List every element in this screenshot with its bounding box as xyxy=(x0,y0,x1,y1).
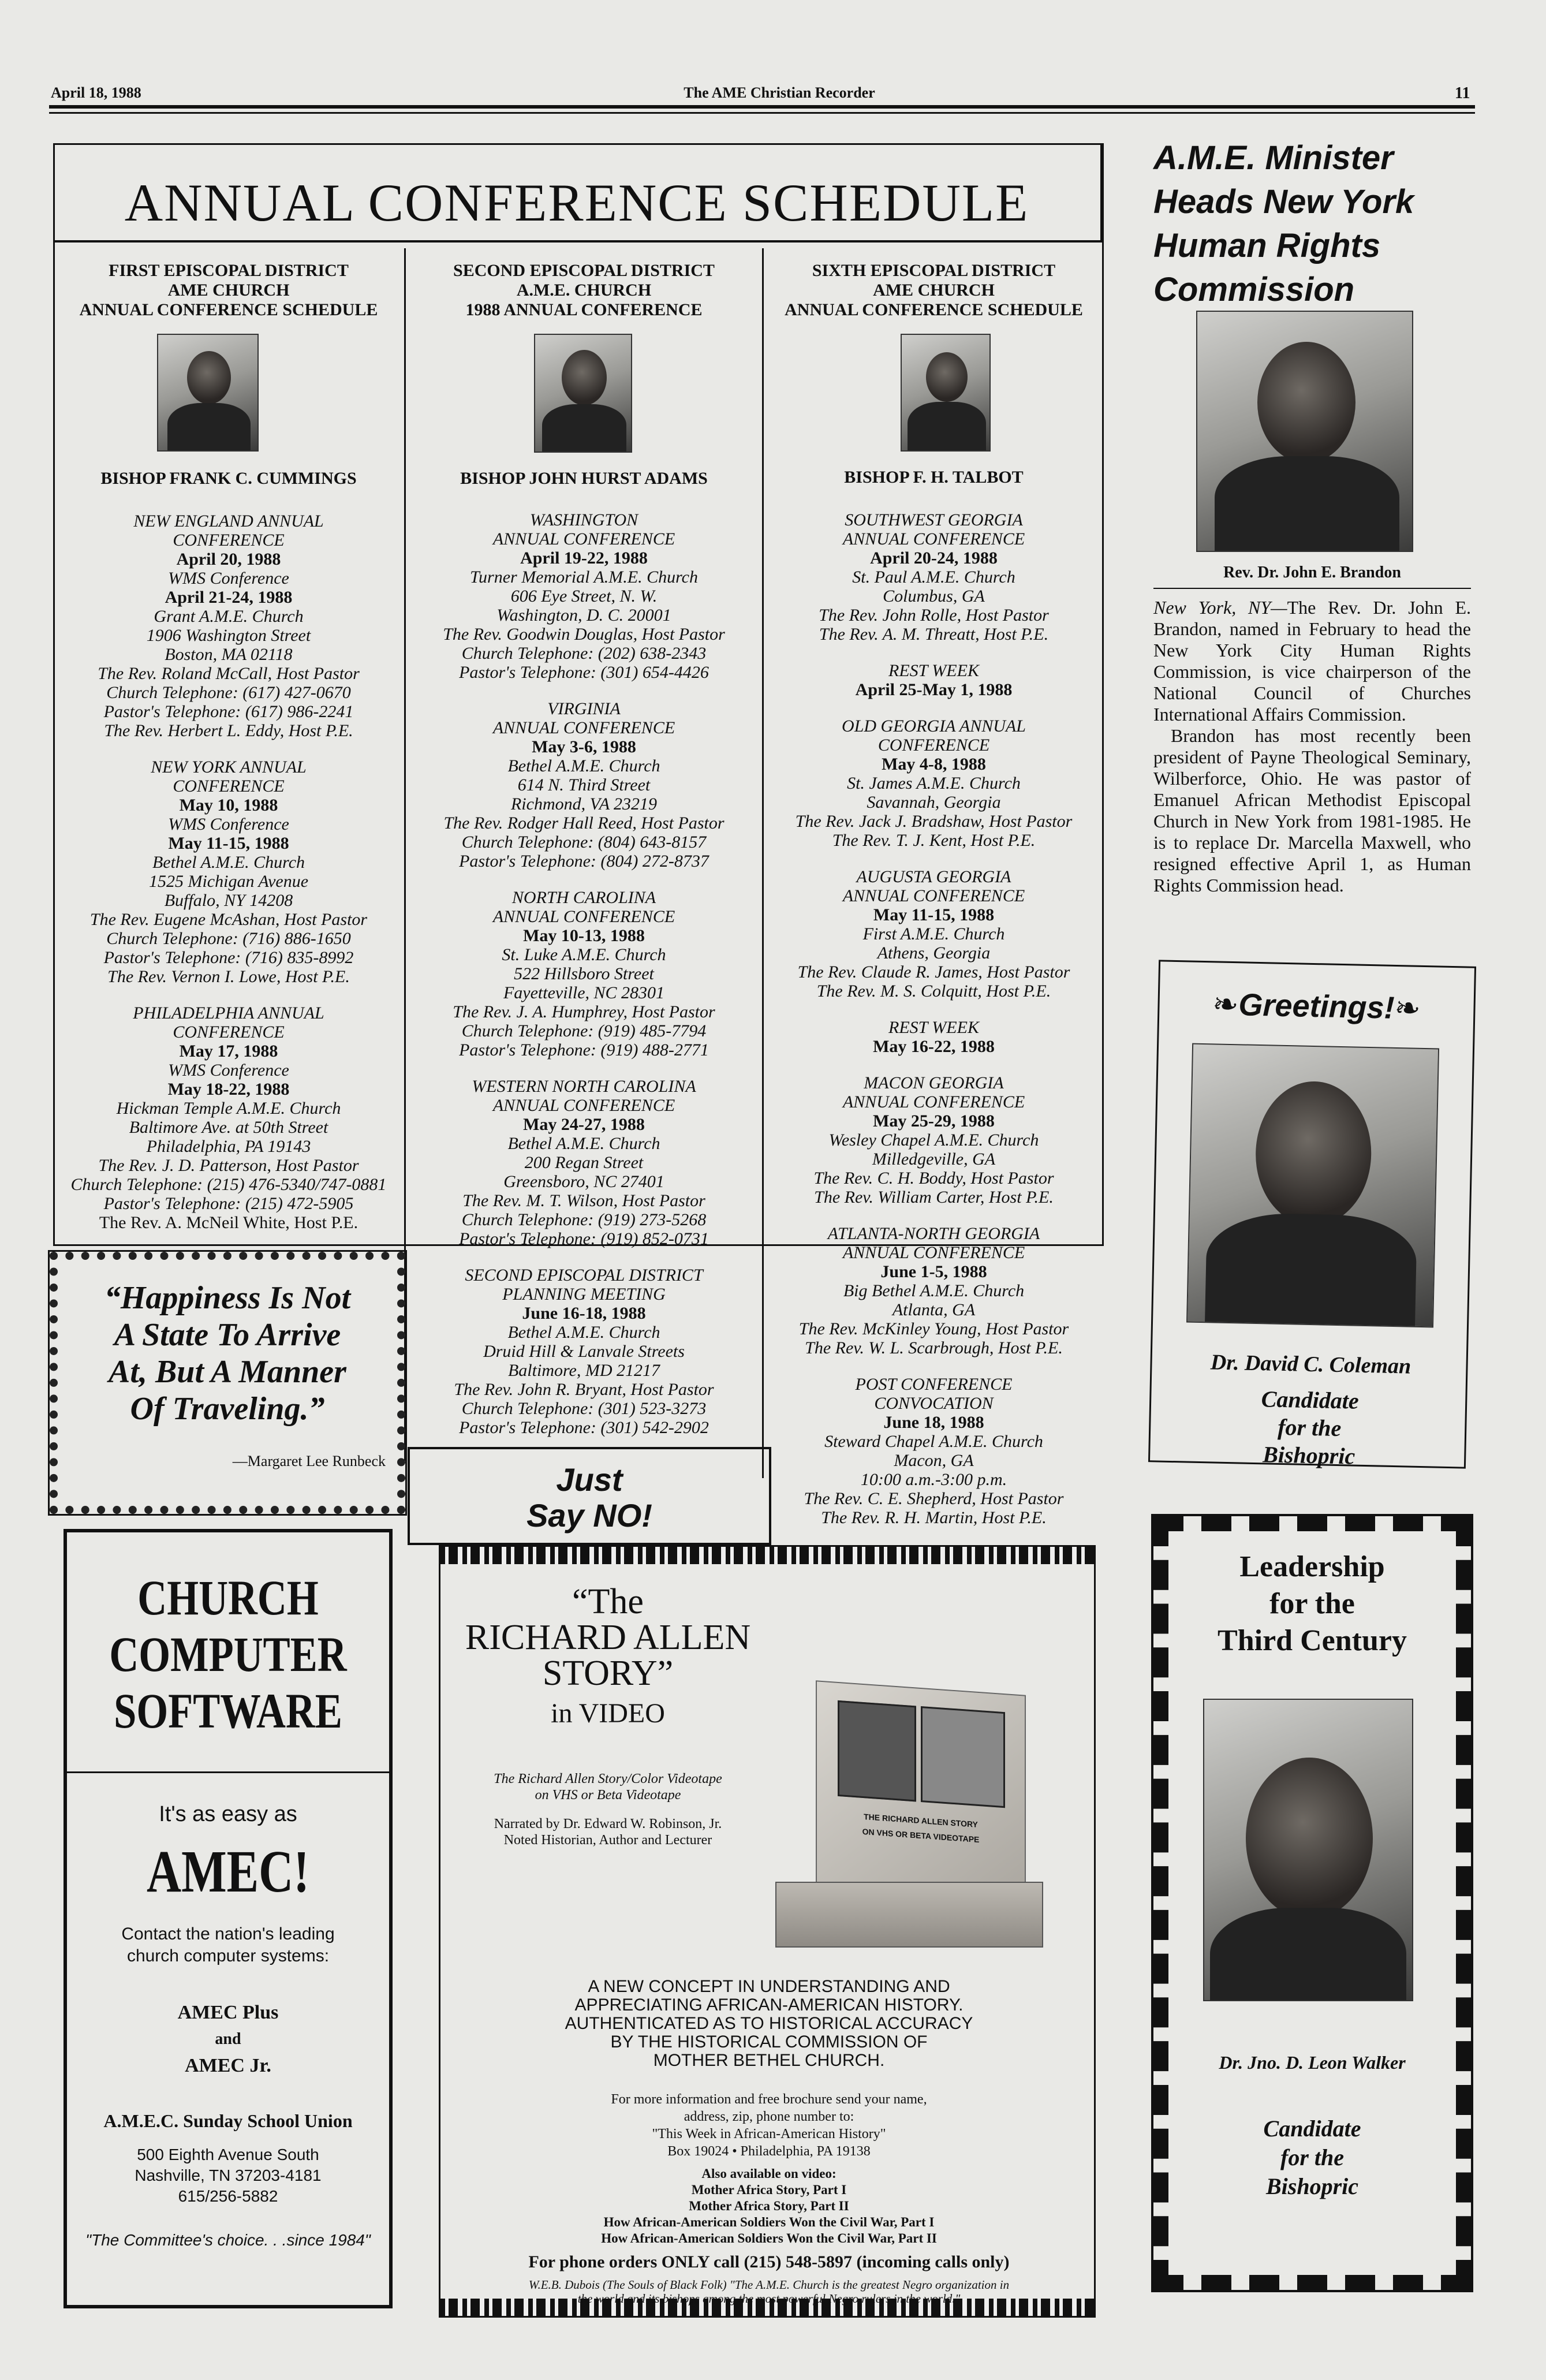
walker-title: Leadership for the Third Century xyxy=(1218,1550,1407,1657)
conference-line: Turner Memorial A.M.E. Church xyxy=(470,568,698,587)
software-title: CHURCH COMPUTER SOFTWARE xyxy=(109,1570,347,1739)
conference-line: June 1-5, 1988 xyxy=(880,1262,987,1281)
conference-line: First A.M.E. Church xyxy=(862,924,1005,943)
software-divider xyxy=(67,1771,389,1773)
conference-title: ANNUAL CONFERENCE xyxy=(492,1096,675,1115)
conference-block xyxy=(764,1224,1104,1357)
conference-line: The Rev. J. D. Patterson, Host Pastor xyxy=(98,1156,359,1175)
walker-photo xyxy=(1203,1699,1413,2001)
conference-block xyxy=(53,512,404,740)
col2-list xyxy=(406,510,762,1454)
conference-line: The Rev. McKinley Young, Host Pastor xyxy=(798,1319,1069,1338)
conference-line: May 11-15, 1988 xyxy=(873,905,995,924)
conference-line: The Rev. M. T. Wilson, Host Pastor xyxy=(462,1191,705,1210)
conference-line: Pastor's Telephone: (804) 272-8737 xyxy=(459,852,709,871)
conference-title: CONFERENCE xyxy=(173,531,285,550)
conference-line: June 18, 1988 xyxy=(883,1413,984,1432)
software-brand: AMEC! xyxy=(147,1838,309,1905)
bishop-talbot-photo xyxy=(901,334,991,452)
conference-line: The Rev. T. J. Kent, Host P.E. xyxy=(832,831,1036,850)
conference-line: The Rev. Goodwin Douglas, Host Pastor xyxy=(443,625,725,644)
conference-line: Macon, GA xyxy=(894,1451,974,1470)
video-concept: A NEW CONCEPT IN UNDERSTANDING AND APPRECIATING AFRICAN-AMERICAN HISTORY. AUTHENTICATED AS TO HISTORICAL ACCURACY BY THE HISTORICAL COMMISSION OF MOTHER BETHEL CHURCH. xyxy=(565,1977,973,2070)
conference-block xyxy=(764,510,1104,644)
ornament-right-icon: ❧ xyxy=(1394,990,1421,1026)
paper-name: The AME Christian Recorder xyxy=(684,84,875,101)
video-narrated: Narrated by Dr. Edward W. Robinson, Jr. Noted Historian, Author and Lecturer xyxy=(494,1816,722,1848)
conference-line: Church Telephone: (301) 523-3273 xyxy=(461,1399,707,1418)
videotape-label: THE RICHARD ALLEN STORY ON VHS OR BETA VIDEOTAPE xyxy=(862,1812,980,1845)
software-ad xyxy=(64,1529,393,2308)
conference-line: Pastor's Telephone: (617) 986-2241 xyxy=(103,702,354,721)
conference-line: Milledgeville, GA xyxy=(872,1150,996,1169)
conference-line: The Rev. R. H. Martin, Host P.E. xyxy=(821,1508,1047,1527)
video-ad xyxy=(439,1545,1096,2318)
conference-title: VIRGINIA xyxy=(547,699,621,718)
brandon-caption: Rev. Dr. John E. Brandon xyxy=(1223,564,1401,581)
conference-line: May 3-6, 1988 xyxy=(532,737,636,756)
conference-line: Baltimore Ave. at 50th Street xyxy=(129,1118,328,1137)
walker-ad xyxy=(1153,1516,1471,2290)
conference-line: May 16-22, 1988 xyxy=(873,1037,995,1056)
conference-block xyxy=(53,1004,404,1232)
coleman-cand: Candidate for the Bishopric xyxy=(1261,1386,1360,1469)
just-say-no-box xyxy=(408,1447,771,1545)
conference-line: The Rev. Rodger Hall Reed, Host Pastor xyxy=(443,814,725,833)
conference-line: Church Telephone: (716) 886-1650 xyxy=(106,929,351,948)
conference-line: May 18-22, 1988 xyxy=(167,1080,290,1099)
conference-line: June 16-18, 1988 xyxy=(522,1304,646,1323)
conference-title: REST WEEK xyxy=(888,661,979,680)
conference-title: ANNUAL CONFERENCE xyxy=(492,529,675,549)
conference-line: Bethel A.M.E. Church xyxy=(152,853,305,872)
conference-line: Pastor's Telephone: (716) 835-8992 xyxy=(103,948,354,967)
conference-line: May 10, 1988 xyxy=(179,796,278,815)
quote-box xyxy=(50,1252,405,1514)
conference-line: Savannah, Georgia xyxy=(867,793,1001,812)
video-info: For more information and free brochure send your name, address, zip, phone number to: "This Week in African-American History" Box 19024 • Philadelphia, PA 19138 xyxy=(611,2092,927,2159)
conference-line: Fayetteville, NC 28301 xyxy=(503,983,665,1002)
conference-line: 522 Hillsboro Street xyxy=(514,964,654,983)
conference-title: MACON GEORGIA xyxy=(864,1073,1004,1092)
brandon-caption-rule xyxy=(1153,588,1471,589)
conference-line: May 10-13, 1988 xyxy=(523,926,645,945)
conference-line: Bethel A.M.E. Church xyxy=(507,1323,660,1342)
conference-line: The Rev. Jack J. Bradshaw, Host Pastor xyxy=(795,812,1073,831)
conference-line: 606 Eye Street, N. W. xyxy=(510,587,658,606)
conference-block xyxy=(764,717,1104,850)
conference-title: CONVOCATION xyxy=(874,1394,994,1413)
conference-line: May 17, 1988 xyxy=(179,1042,278,1061)
coleman-name: Dr. David C. Coleman xyxy=(1210,1350,1411,1379)
conference-line: Bethel A.M.E. Church xyxy=(507,1134,660,1153)
bishop-cummings-photo xyxy=(157,334,259,452)
conference-line: WMS Conference xyxy=(168,815,289,834)
conference-block xyxy=(406,1266,762,1437)
conference-line: Baltimore, MD 21217 xyxy=(507,1361,660,1380)
conference-line: Pastor's Telephone: (301) 542-2902 xyxy=(459,1418,709,1437)
conference-line: Pastor's Telephone: (301) 654-4426 xyxy=(459,663,709,682)
conference-title: NEW YORK ANNUAL xyxy=(151,758,307,777)
brandon-headline: A.M.E. Minister Heads New York Human Rights Commission xyxy=(1153,139,1414,308)
conference-line: St. James A.M.E. Church xyxy=(847,774,1021,793)
conference-line: The Rev. Roland McCall, Host Pastor xyxy=(98,664,360,683)
conference-title: ANNUAL CONFERENCE xyxy=(842,529,1025,549)
conference-line: Athens, Georgia xyxy=(877,943,991,963)
conference-line: The Rev. J. A. Humphrey, Host Pastor xyxy=(453,1002,715,1021)
conference-title: ATLANTA-NORTH GEORGIA xyxy=(827,1224,1040,1243)
video-dubois: W.E.B. Dubois (The Souls of Black Folk) "The A.M.E. Church is the greatest Negro organization in the world and its bishops among the most powerful Negro rulers in the world." xyxy=(528,2278,1010,2306)
conference-line: Church Telephone: (202) 638-2343 xyxy=(461,644,707,663)
just-say-no: Just Say NO! xyxy=(526,1461,652,1534)
greek-key-top xyxy=(440,1547,1094,1564)
conference-line: The Rev. Herbert L. Eddy, Host P.E. xyxy=(104,721,353,740)
conference-line: 200 Regan Street xyxy=(524,1153,644,1172)
conference-title: CONFERENCE xyxy=(877,736,990,755)
conference-line: Washington, D. C. 20001 xyxy=(496,606,671,625)
conference-line: Boston, MA 02118 xyxy=(165,645,293,664)
conference-line: Church Telephone: (919) 485-7794 xyxy=(461,1021,707,1040)
conference-block xyxy=(406,510,762,682)
col3-bishop: BISHOP F. H. TALBOT xyxy=(844,468,1024,487)
coleman-ad xyxy=(1148,960,1476,1468)
conference-line: The Rev. Claude R. James, Host Pastor xyxy=(797,963,1070,982)
conference-title: ANNUAL CONFERENCE xyxy=(842,1092,1025,1111)
conference-line: April 25-May 1, 1988 xyxy=(855,680,1013,699)
conference-block xyxy=(406,888,762,1060)
videotape-cassette-icon xyxy=(775,1882,1043,1948)
conference-line: The Rev. C. H. Boddy, Host Pastor xyxy=(813,1169,1054,1188)
video-title: “The RICHARD ALLEN STORY” in VIDEO xyxy=(465,1582,751,1729)
conference-line: April 20-24, 1988 xyxy=(870,549,998,568)
conference-title: ANNUAL CONFERENCE xyxy=(842,1243,1025,1262)
conference-block xyxy=(406,1077,762,1248)
conference-line: Philadelphia, PA 19143 xyxy=(146,1137,311,1156)
software-address: 500 Eighth Avenue South Nashville, TN 37203-4181 615/256-5882 xyxy=(135,2146,322,2205)
conference-title: ANNUAL CONFERENCE xyxy=(492,718,675,737)
col3-list xyxy=(764,510,1104,1545)
conference-line: May 4-8, 1988 xyxy=(882,755,986,774)
conference-line: Steward Chapel A.M.E. Church xyxy=(824,1432,1043,1451)
conference-line: WMS Conference xyxy=(168,1061,289,1080)
video-phone: For phone orders ONLY call (215) 548-5897 (incoming calls only) xyxy=(528,2252,1010,2271)
conference-title: OLD GEORGIA ANNUAL xyxy=(842,717,1026,736)
software-slogan: "The Committee's choice. . .since 1984" xyxy=(85,2231,371,2249)
conference-line: The Rev. W. L. Scarbrough, Host P.E. xyxy=(805,1338,1063,1357)
issue-date: April 18, 1988 xyxy=(51,84,141,101)
conference-line: Pastor's Telephone: (919) 488-2771 xyxy=(459,1040,709,1060)
conference-line: Bethel A.M.E. Church xyxy=(507,756,660,775)
masthead-rule xyxy=(49,105,1475,109)
conference-line: Druid Hill & Lanvale Streets xyxy=(483,1342,685,1361)
col1-bishop: BISHOP FRANK C. CUMMINGS xyxy=(100,469,357,488)
conference-title: PHILADELPHIA ANNUAL xyxy=(133,1004,324,1023)
ornament-left-icon: ❧ xyxy=(1212,987,1239,1023)
col2-header: SECOND EPISCOPAL DISTRICT A.M.E. CHURCH 1988 ANNUAL CONFERENCE xyxy=(453,261,715,319)
conference-line: Church Telephone: (804) 643-8157 xyxy=(461,833,707,852)
conference-line: St. Paul A.M.E. Church xyxy=(852,568,1015,587)
conference-block xyxy=(764,1018,1104,1056)
conference-line: St. Luke A.M.E. Church xyxy=(502,945,666,964)
software-products: AMEC Plus and AMEC Jr. xyxy=(177,2002,279,2076)
coleman-greet: ❧Greetings!❧ xyxy=(1212,987,1421,1026)
conference-line: May 24-27, 1988 xyxy=(523,1115,645,1134)
conference-line: Church Telephone: (919) 273-5268 xyxy=(461,1210,707,1229)
bishop-adams-photo xyxy=(534,334,632,453)
coleman-photo xyxy=(1186,1043,1439,1328)
conference-line: The Rev. M. S. Colquitt, Host P.E. xyxy=(816,982,1051,1001)
conference-line: Pastor's Telephone: (919) 852-0731 xyxy=(459,1229,709,1248)
video-sub: The Richard Allen Story/Color Videotape on VHS or Beta Videotape xyxy=(494,1771,722,1803)
brandon-article: New York, NY—The Rev. Dr. John E. Brandon, named in February to head the New York City Human Rights Commission, is vice chairperson of the National Council of Churches International Affairs Commission. Brandon has most recently been president of Payne Theological Seminary, Wilberforce, Ohio. He was pastor of Emanuel African Methodist Episcopal Church in New York from 1981-1985. He is to replace Dr. Marcella Maxwell, who resigned effective April 1, as Human Rights Commission head. xyxy=(1153,597,1471,896)
conference-block xyxy=(53,758,404,986)
conference-line: April 20, 1988 xyxy=(176,550,281,569)
conference-title: CONFERENCE xyxy=(173,1023,285,1042)
col1-header: FIRST EPISCOPAL DISTRICT AME CHURCH ANNUAL CONFERENCE SCHEDULE xyxy=(79,261,378,319)
conference-block xyxy=(764,661,1104,699)
conference-title: WESTERN NORTH CAROLINA xyxy=(472,1077,696,1096)
conference-title: SECOND EPISCOPAL DISTRICT xyxy=(465,1266,703,1285)
conference-line: May 25-29, 1988 xyxy=(873,1111,995,1131)
conference-line: Church Telephone: (617) 427-0670 xyxy=(106,683,351,702)
page-number: 11 xyxy=(1455,84,1470,102)
conference-line: The Rev. A. M. Threatt, Host P.E. xyxy=(819,625,1049,644)
conference-title: ANNUAL CONFERENCE xyxy=(492,907,675,926)
schedule-title-box xyxy=(53,144,1104,243)
conference-line: April 21-24, 1988 xyxy=(165,588,293,607)
conference-line: The Rev. A. McNeil White, Host P.E. xyxy=(99,1213,359,1232)
conference-line: Atlanta, GA xyxy=(892,1300,976,1319)
schedule-title: ANNUAL CONFERENCE SCHEDULE xyxy=(124,173,1029,232)
conference-line: Hickman Temple A.M.E. Church xyxy=(116,1099,341,1118)
masthead-rule-thin xyxy=(49,112,1475,114)
conference-title: POST CONFERENCE xyxy=(855,1375,1013,1394)
conference-line: Church Telephone: (215) 476-5340/747-0881 xyxy=(70,1175,387,1194)
conference-line: The Rev. John R. Bryant, Host Pastor xyxy=(454,1380,714,1399)
conference-line: The Rev. C. E. Shepherd, Host Pastor xyxy=(804,1489,1064,1508)
conference-line: Greensboro, NC 27401 xyxy=(503,1172,664,1191)
conference-line: 614 N. Third Street xyxy=(517,775,651,794)
conference-line: 10:00 a.m.-3:00 p.m. xyxy=(860,1470,1007,1489)
conference-line: WMS Conference xyxy=(168,569,289,588)
conference-line: Buffalo, NY 14208 xyxy=(164,891,293,910)
conference-title: PLANNING MEETING xyxy=(502,1285,666,1304)
conference-title: SOUTHWEST GEORGIA xyxy=(845,510,1023,529)
quote-text: “Happiness Is Not A State To Arrive At, But A Manner Of Traveling.” xyxy=(104,1280,351,1427)
conference-title: ANNUAL CONFERENCE xyxy=(842,886,1025,905)
conference-line: The Rev. William Carter, Host P.E. xyxy=(814,1188,1054,1207)
conference-block xyxy=(764,1375,1104,1527)
conference-line: Wesley Chapel A.M.E. Church xyxy=(828,1131,1039,1150)
conference-title: REST WEEK xyxy=(888,1018,979,1037)
conference-line: The Rev. Eugene McAshan, Host Pastor xyxy=(89,910,368,929)
conference-title: NORTH CAROLINA xyxy=(511,888,656,907)
conference-title: NEW ENGLAND ANNUAL xyxy=(133,512,324,531)
conference-line: The Rev. Vernon I. Lowe, Host P.E. xyxy=(107,967,350,986)
walker-cand: Candidate for the Bishopric xyxy=(1263,2116,1361,2199)
conference-block xyxy=(764,1073,1104,1207)
col1-list xyxy=(53,512,404,1249)
conference-line: Grant A.M.E. Church xyxy=(154,607,304,626)
col3-header: SIXTH EPISCOPAL DISTRICT AME CHURCH ANNUAL CONFERENCE SCHEDULE xyxy=(785,261,1083,319)
quote-author: —Margaret Lee Runbeck xyxy=(232,1453,386,1469)
conference-block xyxy=(764,867,1104,1001)
conference-line: April 19-22, 1988 xyxy=(520,549,648,568)
conference-line: May 11-15, 1988 xyxy=(168,834,289,853)
conference-line: Big Bethel A.M.E. Church xyxy=(843,1281,1025,1300)
video-also: Also available on video: Mother Africa Story, Part I Mother Africa Story, Part II How African-American Soldiers Won the Civil War, Part I How African-American Soldiers Won the Civil War, Part II xyxy=(601,2166,937,2245)
software-contact: Contact the nation's leading church computer systems: xyxy=(121,1924,335,1965)
conference-title: WASHINGTON xyxy=(529,510,638,529)
conference-line: The Rev. John Rolle, Host Pastor xyxy=(819,606,1049,625)
conference-line: 1525 Michigan Avenue xyxy=(148,872,309,891)
conference-title: AUGUSTA GEORGIA xyxy=(856,867,1011,886)
software-org: A.M.E.C. Sunday School Union xyxy=(103,2110,353,2131)
col2-bishop: BISHOP JOHN HURST ADAMS xyxy=(460,469,708,488)
walker-name: Dr. Jno. D. Leon Walker xyxy=(1219,2052,1406,2073)
software-easy: It's as easy as xyxy=(159,1802,297,1826)
conference-block xyxy=(406,699,762,871)
conference-line: Columbus, GA xyxy=(883,587,985,606)
conference-line: Pastor's Telephone: (215) 472-5905 xyxy=(103,1194,354,1213)
conference-title: CONFERENCE xyxy=(173,777,285,796)
conference-line: Richmond, VA 23219 xyxy=(510,794,658,814)
conference-line: 1906 Washington Street xyxy=(146,626,311,645)
brandon-photo xyxy=(1196,311,1413,552)
